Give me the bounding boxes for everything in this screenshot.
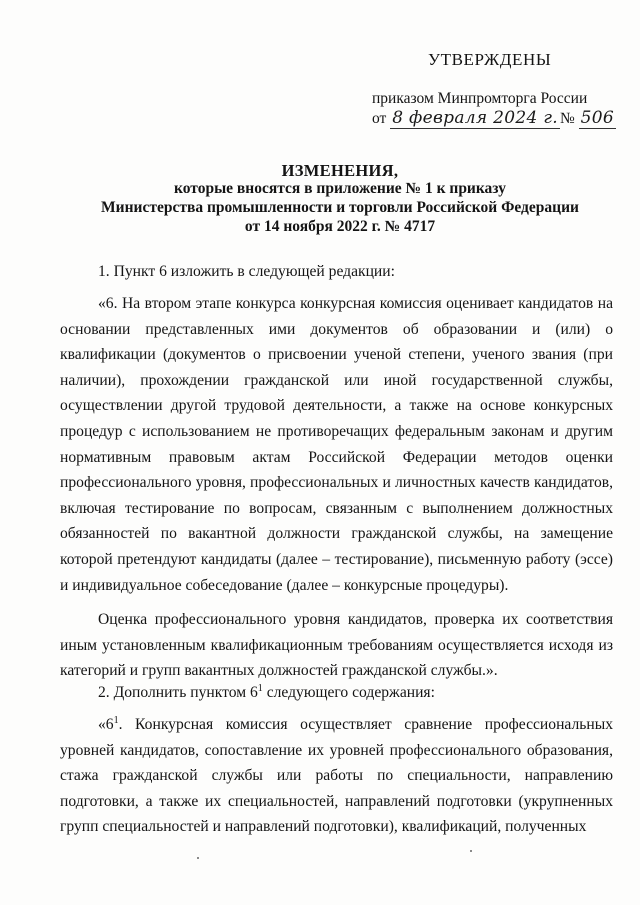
title-line-1: которые вносятся в приложение № 1 к приказу	[174, 180, 506, 197]
item-2-superscript: 1	[257, 682, 263, 694]
item-2-text	[60, 684, 613, 702]
paragraph-6-block	[60, 291, 613, 598]
paragraph-6-1-superscript: 1	[113, 714, 119, 726]
paragraph-6-1-body: . Конкурсная комиссия осуществляет сравнение профессиональных уровней кандидатов, сопоставление их уровней профессионального образования, стажа гражданской службы или работы по специальности, направлению подготовки, а также их специальностей, направлений подготовки (укрупненных групп специальностей и направлений подготовки), квалификаций, полученных	[60, 716, 613, 836]
paragraph-estimate-text: Оценка профессионального уровня кандидатов, проверка их соответствия иным установленным квалификационным требованиям осуществляется исходя из категорий и групп вакантных должностей гражданской службы.».	[60, 611, 613, 680]
date-prefix: от	[372, 110, 387, 127]
approved-stamp-text: УТВЕРЖДЕНЫ	[428, 50, 552, 69]
item-2-after: следующего содержания:	[262, 684, 435, 701]
paragraph-6-1-text	[60, 712, 613, 840]
document-title: ИЗМЕНЕНИЯ,	[281, 161, 399, 180]
paragraph-6-1-block	[60, 712, 613, 840]
number-prefix: №	[559, 110, 575, 127]
paragraph-estimate-block	[60, 607, 613, 684]
scan-speck	[470, 850, 472, 852]
item-2-before: 2. Дополнить пунктом 6	[98, 684, 258, 701]
order-date-line	[372, 108, 616, 128]
paragraph-6-1-open: «6	[98, 716, 114, 733]
scan-speck	[197, 857, 199, 859]
order-issuer-line: приказом Минпромторга России	[372, 90, 588, 107]
handwritten-number: 506	[580, 108, 614, 128]
item-1-text: 1. Пункт 6 изложить в следующей редакции:	[98, 263, 395, 280]
title-line-3: от 14 ноября 2022 г. № 4717	[244, 218, 436, 235]
title-line-2: Министерства промышленности и торговли Российской Федерации	[101, 199, 579, 216]
paragraph-6-text: «6. На втором этапе конкурса конкурсная комиссия оценивает кандидатов на основании представленных ими документов об образовании и (или) о квалификации (документов о присвоении ученой степени, ученого звания (при наличии), прохождении гражданской или иной государственной службы, осуществлении другой трудовой деятельности, а также на основе конкурсных процедур с использованием не противоречащих федеральным законам и другим нормативным правовым актам Российской Федерации методов оценки профессионального уровня, профессиональных и личностных качеств кандидатов, включая тестирование по вопросам, связанным с выполнением должностных обязанностей по вакантной должности гражданской службы, на замещение которой претендуют кандидаты (далее – тестирование), письменную работу (эссе) и индивидуальное собеседование (далее – конкурсные процедуры).	[60, 295, 613, 594]
handwritten-date: 8 февраля 2024 г.	[392, 108, 558, 128]
